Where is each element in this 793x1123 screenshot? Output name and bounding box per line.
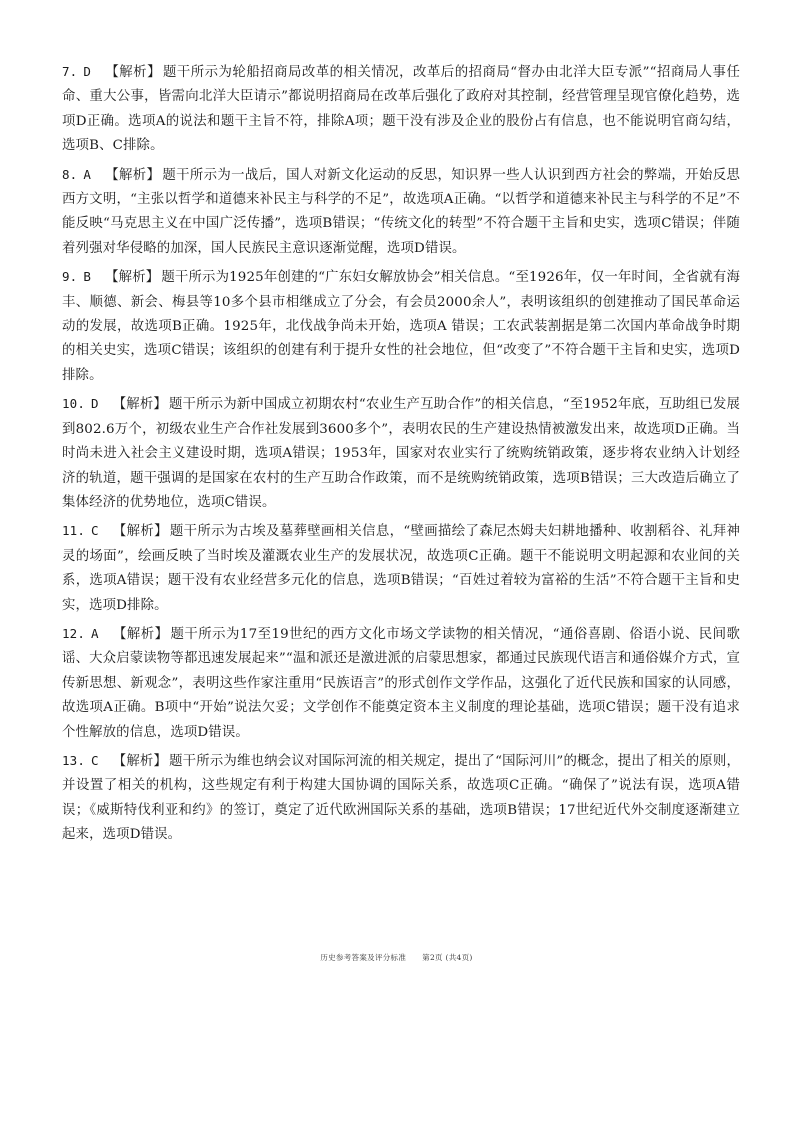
answer-item-12 (62, 622, 740, 745)
answer-letter: A (83, 166, 92, 182)
page-footer (0, 952, 793, 963)
analysis-tag: 【解析】 (105, 65, 161, 80)
question-number: 10. (62, 396, 86, 412)
answer-letter: C (91, 752, 99, 768)
question-number: 9. (62, 269, 78, 285)
analysis-text: 题干所示为古埃及墓葬壁画相关信息，“壁画描绘了森尼杰姆夫妇耕地播种、收割稻谷、礼拜神灵的场面”，绘画反映了当时埃及灌溉农业生产的发展状况，故选项C正确。题干不能说明文明起源和农业间的关系，选项A错误；题干没有农业经营多元化的信息，选项B错误；“百姓过着较为富裕的生活”不符合题干主旨和史实，选项D排除。 (62, 524, 740, 613)
answer-item-8 (62, 163, 740, 262)
analysis-tag: 【解析】 (112, 626, 169, 642)
answer-item-10 (62, 392, 740, 515)
question-number: 7. (62, 64, 78, 79)
analysis-tag: 【解析】 (112, 753, 168, 769)
answer-item-13 (62, 749, 740, 848)
analysis-text: 题干所示为新中国成立初期农村“农业生产互助合作”的相关信息，“至1952年底，互助组已发展到802.6万个，初级农业生产合作社发展到3600多个”，表明农民的生产建设热情被激发出来，故选项D正确。当时尚未进入社会主义建设时期，选项A错误；1953年，国家对农业实行了统购统销政策，逐步将农业纳入计划经济的轨道，题干强调的是国家在农村的生产互助合作政策，而不是统购统销政策，选项B错误；三大改造后确立了集体经济的优势地位，选项C错误。 (62, 397, 740, 510)
analysis-tag: 【解析】 (112, 524, 168, 540)
analysis-tag: 【解析】 (105, 270, 160, 286)
answer-letter: A (91, 625, 99, 641)
answer-letter: C (91, 523, 99, 539)
answer-letter: D (91, 396, 99, 412)
answer-item-9 (62, 265, 740, 388)
answer-letter: D (83, 64, 92, 79)
question-number: 13. (62, 752, 86, 768)
analysis-text: 题干所示为一战后，国人对新文化运动的反思，知识界一些人认识到西方社会的弊端，开始反思西方文明，“主张以哲学和道德来补民主与科学的不足”，故选项A正确。“以哲学和道德来补民主与科学的不足”不能反映“马克思主义在中国广泛传播”，选项B错误；“传统文化的转型”不符合题干主旨和史实，选项C错误；伴随着列强对华侵略的加深，国人民族民主意识逐渐觉醒，选项D错误。 (62, 167, 740, 256)
footer-page-number: 第2页 (共4页) (422, 953, 473, 962)
footer-title: 历史参考答案及评分标准 (320, 953, 407, 962)
answer-sheet (62, 60, 740, 852)
question-number: 8. (62, 166, 78, 182)
answer-letter: B (83, 269, 92, 285)
analysis-text: 题干所示为轮船招商局改革的相关情况，改革后的招商局“督办由北洋大臣专派”“招商局人事任命、重大公事，皆需向北洋大臣请示”都说明招商局在改革后强化了政府对其控制，经营管理呈现官僚化趋势，选项D正确。选项A的说法和题干主旨不符，排除A项；题干没有涉及企业的股份占有信息，也不能说明官商勾结，选项B、C排除。 (62, 65, 740, 154)
question-number: 11. (62, 523, 86, 539)
analysis-text: 题干所示为1925年创建的“广东妇女解放协会”相关信息。“至1926年，仅一年时间，全省就有海丰、顺德、新会、梅县等10多个县市相继成立了分会，有会员2000余人”，表明该组织的创建推动了国民革命运动的发展，故选项B正确。1925年，北伐战争尚未开始，选项A 错误；工农武装割据是第二次国内革命战争时期的相关史实，选项C错误；该组织的创建有利于提升女性的社会地位，但“改变了”不符合题干主旨和史实，选项D排除。 (62, 270, 740, 383)
analysis-text: 题干所示为17至19世纪的西方文化市场文学读物的相关情况，“通俗喜剧、俗语小说、民间歌谣、大众启蒙读物等都迅速发展起来”“温和派还是激进派的启蒙思想家，都通过民族现代语言和通俗媒介方式，宣传新思想、新观念”，表明这些作家注重用“民族语言”的形式创作文学作品，这强化了近代民族和国家的认同感，故选项A正确。B项中“开始”说法欠妥；文学创作不能奠定资本主义制度的理论基础，选项C错误；题干没有追求个性解放的信息，选项D错误。 (62, 626, 740, 740)
analysis-text: 题干所示为维也纳会议对国际河流的相关规定，提出了“国际河川”的概念，提出了相关的原则，并设置了相关的机构，这些规定有利于构建大国协调的国际关系，故选项C正确。“确保了”说法有误，选项A错误；《威斯特伐利亚和约》的签订，奠定了近代欧洲国际关系的基础，选项B错误；17世纪近代外交制度逐渐建立起来，选项D错误。 (62, 753, 740, 843)
question-number: 12. (62, 625, 86, 641)
answer-item-7 (62, 60, 740, 159)
analysis-tag: 【解析】 (112, 397, 167, 413)
answer-item-11 (62, 519, 740, 618)
analysis-tag: 【解析】 (105, 167, 161, 183)
